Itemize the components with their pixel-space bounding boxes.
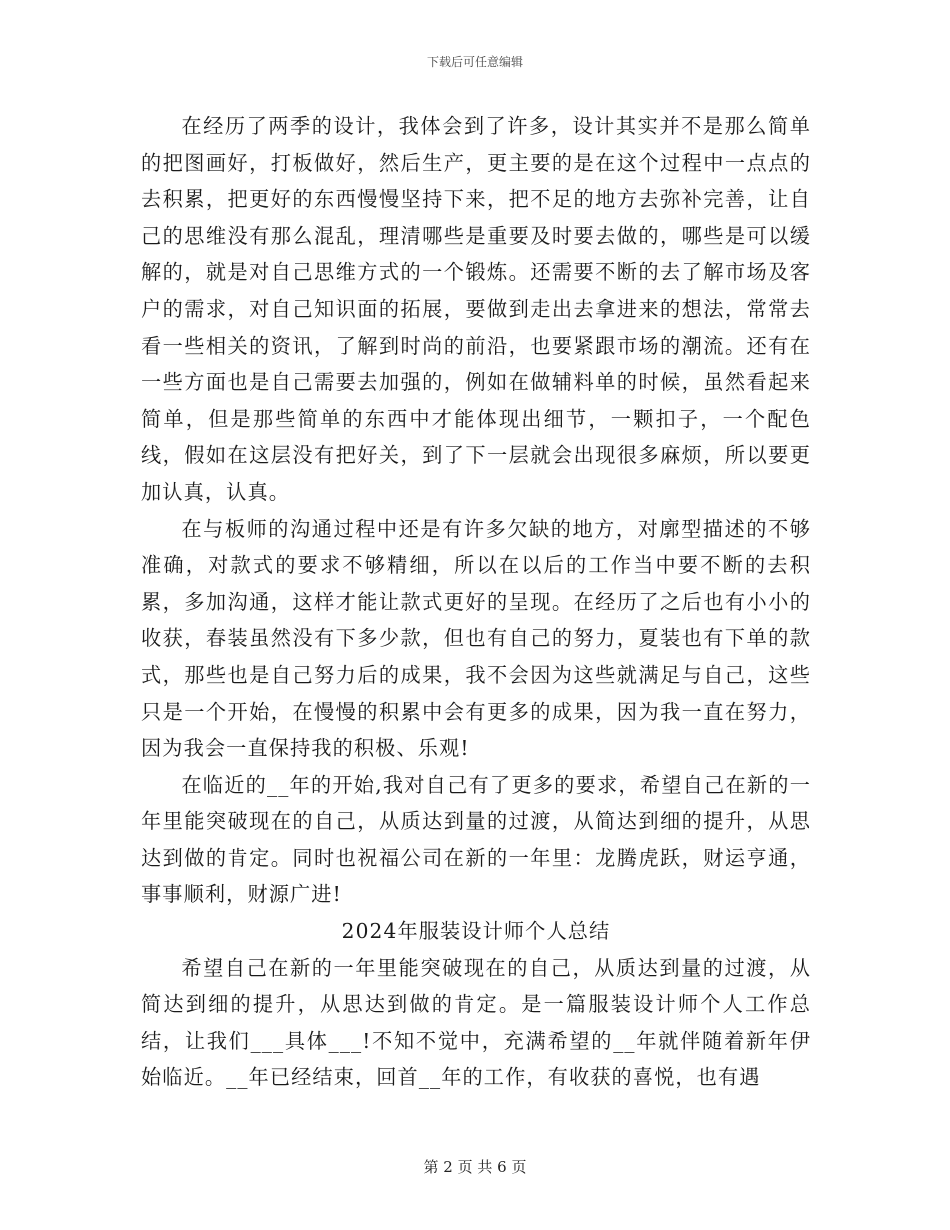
page-header: 下载后可任意编辑 [426, 55, 523, 69]
section-title: 2024年服装设计师个人总结 [341, 919, 611, 944]
page-number: 第 2 页 共 6 页 [423, 1158, 527, 1176]
document-body [141, 108, 811, 1096]
paragraph-3: 在临近的__年的开始,我对自己有了更多的要求，希望自己在新的一年里能突破现在的自己，从质达到量的过渡，从简达到细的提升，从思达到做的肯定。同时也祝福公司在新的一年里：龙腾虎跃，财运亨通，事事顺利，财源广进! [141, 772, 811, 907]
paragraph-1: 在经历了两季的设计，我体会到了许多，设计其实并不是那么简单的把图画好，打板做好，然后生产，更主要的是在这个过程中一点点的去积累，把更好的东西慢慢坚持下来，把不足的地方去弥补完善，让自己的思维没有那么混乱，理清哪些是重要及时要去做的，哪些是可以缓解的，就是对自己思维方式的一个锻炼。还需要不断的去了解市场及客户的需求，对自己知识面的拓展，要做到走出去拿进来的想法，常常去看一些相关的资讯，了解到时尚的前沿，也要紧跟市场的潮流。还有在一些方面也是自己需要去加强的，例如在做辅料单的时候，虽然看起来简单，但是那些简单的东西中才能体现出细节，一颗扣子，一个配色线，假如在这层没有把好关，到了下一层就会出现很多麻烦，所以要更加认真，认真。 [141, 114, 811, 504]
paragraph-2: 在与板师的沟通过程中还是有许多欠缺的地方，对廓型描述的不够准确，对款式的要求不够精细，所以在以后的工作当中要不断的去积累，多加沟通，这样才能让款式更好的呈现。在经历了之后也有小小的收获，春装虽然没有下多少款，但也有自己的努力，夏装也有下单的款式，那些也是自己努力后的成果，我不会因为这些就满足与自己，这些只是一个开始，在慢慢的积累中会有更多的成果，因为我一直在努力，因为我会一直保持我的积极、乐观! [141, 516, 811, 761]
paragraph-4: 希望自己在新的一年里能突破现在的自己，从质达到量的过渡，从简达到细的提升，从思达到做的肯定。是一篇服装设计师个人工作总结，让我们___具体___!不知不觉中，充满希望的__年就伴随着新年伊始临近。__年已经结束，回首__年的工作，有收获的喜悦，也有遇 [141, 955, 811, 1090]
